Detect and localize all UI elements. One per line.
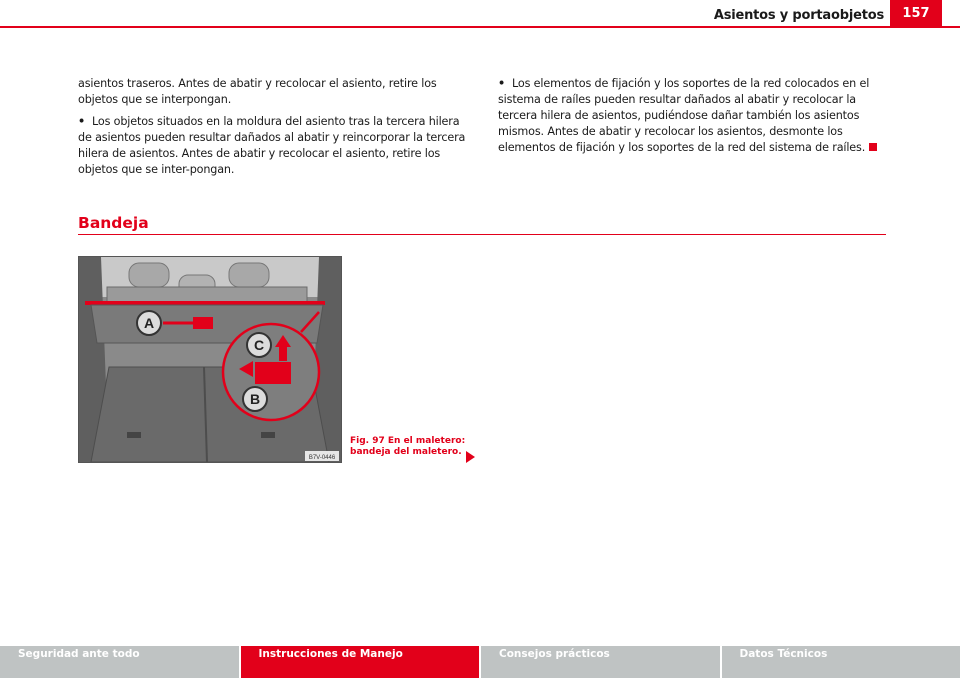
figure-trunk-cover: [78, 256, 342, 463]
bullet-icon: •: [498, 77, 506, 90]
continue-arrow-icon: [466, 451, 475, 463]
figure-caption: [350, 436, 470, 458]
left-column: [78, 76, 466, 184]
caption-line-1: Fig. 97 En el maletero:: [350, 436, 466, 446]
label-c: C: [253, 337, 265, 353]
footer-tab-instrucciones[interactable]: Instrucciones de Manejo: [241, 646, 482, 678]
footer-tab-seguridad[interactable]: Seguridad ante todo: [0, 646, 241, 678]
footer-tab-consejos[interactable]: Consejos prácticos: [481, 646, 722, 678]
page-header-title: Asientos y portaobjetos: [713, 8, 884, 23]
bullet-paragraph: [498, 76, 888, 156]
footer-nav: [0, 646, 960, 678]
bullet-text: Los elementos de fijación y los soportes de la red colocados en el sistema de raíles pueden resultar dañados al abatir y recolocar la tercera hilera de asientos, pudiéndose dañar también los asientos mismos. Antes de abatir y recolocar los asientos, desmonte los elementos de fijación y los soportes de la red del sistema de raíles.: [498, 77, 870, 154]
bullet-paragraph: [78, 114, 466, 178]
caption-line-2: bandeja del maletero.: [350, 447, 462, 457]
label-b: B: [249, 391, 261, 407]
section-title: Bandeja: [78, 214, 149, 232]
figure-code: B7V-0446: [308, 455, 336, 461]
end-of-section-icon: [869, 143, 877, 151]
section-divider: [78, 234, 886, 235]
bullet-icon: •: [78, 115, 86, 128]
label-a: A: [143, 315, 155, 331]
right-column: [498, 76, 888, 162]
page-number: 157: [890, 0, 942, 26]
paragraph: asientos traseros. Antes de abatir y recolocar el asiento, retire los objetos que se interpongan.: [78, 77, 437, 106]
bullet-text: Los objetos situados en la moldura del asiento tras la tercera hilera de asientos pueden resultar dañados al abatir y reincorporar la tercera hilera de asientos. Antes de abatir y recolocar el asiento, retire los objetos que se inter-pongan.: [78, 115, 466, 176]
header-divider: [0, 26, 960, 28]
footer-tab-datos[interactable]: Datos Técnicos: [722, 646, 960, 678]
